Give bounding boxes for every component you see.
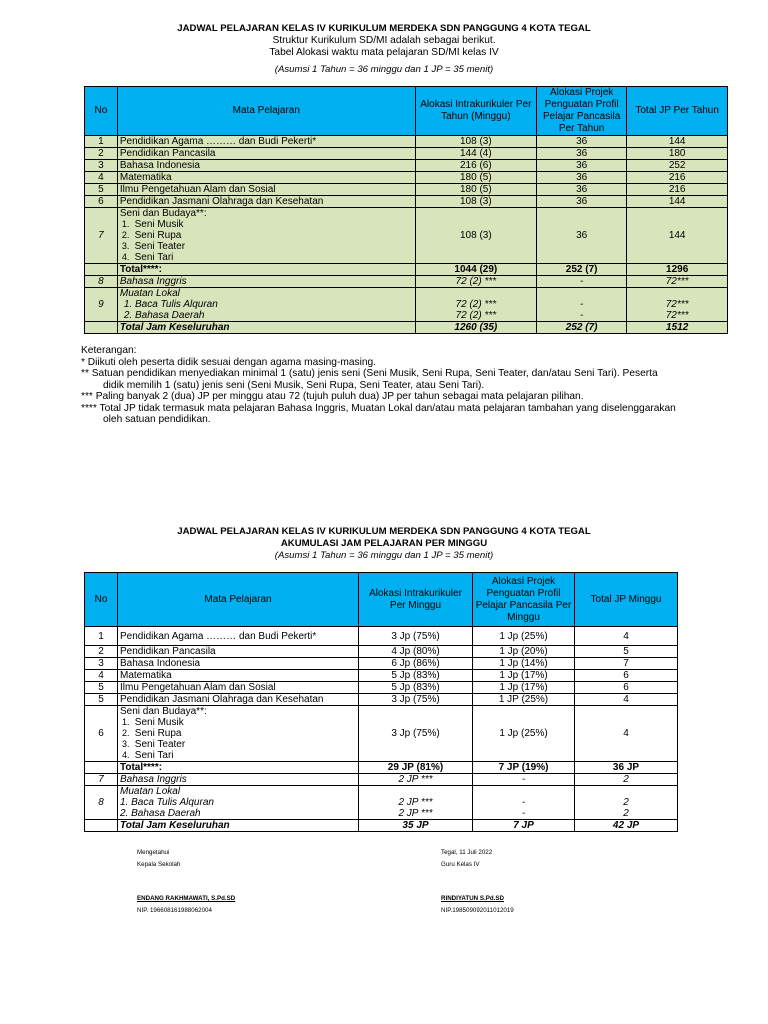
local-row: 2. Bahasa Daerah 72 (2) *** - 72*** — [85, 310, 728, 322]
header-total: Total JP Per Tahun — [627, 87, 728, 136]
list-item: 1. Seni Musik — [121, 219, 184, 230]
art-list — [120, 219, 413, 263]
note-4: **** Total JP tidak termasuk mata pelajaran Bahasa Inggris, Muatan Lokal dan/atau mata pelajaran tambahan yang diselenggarakan — [81, 402, 676, 414]
note-4-cont: oleh satuan pendidikan. — [103, 414, 211, 425]
sign-right-name: RINDIYATUN S.Pd.SD — [441, 895, 504, 902]
notes — [81, 345, 743, 426]
art-heading: Seni dan Budaya**: — [120, 706, 207, 717]
grand-total-row: Total Jam Keseluruhan 1260 (35) 252 (7) 1512 — [85, 322, 728, 334]
total-row: Total****: 1044 (29) 252 (7) 1296 — [85, 264, 728, 276]
table-row: 5 Ilmu Pengetahuan Alam dan Sosial 5 Jp (83%) 1 Jp (17%) 6 — [85, 682, 678, 694]
list-item: 2. Seni Rupa — [121, 230, 182, 241]
header-subject: Mata Pelajaran — [117, 87, 415, 136]
grand-total-row: Total Jam Keseluruhan 35 JP 7 JP 42 JP — [85, 820, 678, 832]
table-row: 5 Pendidikan Jasmani Olahraga dan Kesehatan 3 Jp (75%) 1 JP (25%) 4 — [85, 694, 678, 706]
list-item: 3. Seni Teater — [121, 241, 186, 252]
english-row: 8 Bahasa Inggris 72 (2) *** - 72*** — [85, 276, 728, 288]
header-intra: Alokasi Intrakurikuler Per Tahun (Minggu) — [415, 87, 536, 136]
sign-left-nip: NIP. 196608161988062004 — [137, 907, 212, 914]
signature-right — [441, 849, 514, 915]
sign-right-line2: Guru Kelas IV — [441, 861, 480, 868]
doc1-header — [0, 23, 768, 76]
sign-left-name: ENDANG RAKHMAWATI, S.Pd.SD — [137, 895, 236, 902]
table-row: 1 Pendidikan Agama ……… dan Budi Pekerti* 108 (3) 36 144 — [85, 136, 728, 148]
local-row: 1. Baca Tulis Alquran 72 (2) *** - 72*** — [85, 299, 728, 310]
note-1: * Diikuti oleh peserta didik sesuai dengan agama masing-masing. — [81, 356, 377, 368]
sign-right-line1: Tegal, 11 Juli 2022 — [441, 849, 493, 856]
list-item: 4. Seni Tari — [122, 750, 174, 761]
weekly-allocation-table — [84, 572, 678, 832]
english-row: 7 Bahasa Inggris 2 JP *** - 2 — [85, 774, 678, 786]
header-projek: Alokasi Projek Penguatan Profil Pelajar Pancasila Per Minggu — [473, 573, 575, 627]
art-row: 7 Seni dan Budaya**: 1. Seni Musik 2. Seni Rupa 3. Seni Teater 4. Seni Tari 108 (3) 36 144 — [85, 208, 728, 264]
header-no: No — [85, 573, 118, 627]
list-item: 4. Seni Tari — [121, 252, 174, 263]
table-row: 4 Matematika 180 (5) 36 216 — [85, 172, 728, 184]
table-header-row — [85, 87, 728, 136]
local-heading-row: 9 Muatan Lokal — [85, 288, 728, 300]
note-3: *** Paling banyak 2 (dua) JP per minggu atau 72 (tujuh puluh dua) JP per tahun sebagai mata pelajaran pilihan. — [81, 391, 584, 402]
art-row: 6 Seni dan Budaya**: 1. Seni Musik 2. Seni Rupa 3. Seni Teater 4. Seni Tari 3 Jp (75%) 1 Jp (25%) 4 — [85, 706, 678, 762]
local-row: 1. Baca Tulis Alquran 2 JP *** - 2 — [85, 797, 678, 808]
art-list — [120, 717, 356, 761]
table-row: 3 Bahasa Indonesia 6 Jp (86%) 1 Jp (14%) 7 — [85, 658, 678, 670]
table-row: 2 Pendidikan Pancasila 144 (4) 36 180 — [85, 148, 728, 160]
local-row: 2. Bahasa Daerah 2 JP *** - 2 — [85, 808, 678, 820]
local-heading-row: 8 Muatan Lokal — [85, 786, 678, 798]
doc2-header — [0, 526, 768, 562]
doc1-title: JADWAL PELAJARAN KELAS IV KURIKULUM MERDEKA SDN PANGGUNG 4 KOTA TEGAL — [177, 23, 591, 34]
art-heading: Seni dan Budaya**: — [119, 208, 207, 219]
list-item: 1. Seni Musik — [122, 717, 184, 728]
header-projek: Alokasi Projek Penguatan Profil Pelajar Pancasila Per Tahun — [536, 87, 626, 136]
table-row: 2 Pendidikan Pancasila 4 Jp (80%) 1 Jp (20%) 5 — [85, 646, 678, 658]
doc2-assumption: (Asumsi 1 Tahun = 36 minggu dan 1 JP = 35 menit) — [274, 550, 494, 561]
note-2: ** Satuan pendidikan menyediakan minimal 1 (satu) jenis seni (Seni Musik, Seni Rupa, Seni Teater, dan/atau Seni Tari). Peserta — [81, 368, 658, 379]
yearly-allocation-table — [84, 86, 728, 334]
doc1-assumption: (Asumsi 1 Tahun = 36 minggu dan 1 JP = 35 menit) — [274, 64, 494, 75]
sign-right-nip: NIP.198509092011012019 — [441, 907, 514, 914]
header-no: No — [85, 87, 118, 136]
table-row: 5 Ilmu Pengetahuan Alam dan Sosial 180 (5) 36 216 — [85, 184, 728, 196]
header-intra: Alokasi Intrakurikuler Per Minggu — [359, 573, 473, 627]
sign-left-line2: Kepala Sekolah — [137, 861, 181, 868]
doc2-subtitle: AKUMULASI JAM PELAJARAN PER MINGGU — [280, 538, 488, 549]
table-row: 1 Pendidikan Agama ……… dan Budi Pekerti* 3 Jp (75%) 1 Jp (25%) 4 — [85, 627, 678, 646]
header-subject: Mata Pelajaran — [118, 573, 359, 627]
notes-heading: Keterangan: — [81, 345, 137, 356]
total-row: Total****: 29 JP (81%) 7 JP (19%) 36 JP — [85, 762, 678, 774]
table-row: 4 Matematika 5 Jp (83%) 1 Jp (17%) 6 — [85, 670, 678, 682]
list-item: 3. Seni Teater — [122, 739, 186, 750]
table-row: 6 Pendidikan Jasmani Olahraga dan Kesehatan 108 (3) 36 144 — [85, 196, 728, 208]
note-2-cont: didik memilih 1 (satu) jenis seni (Seni Musik, Seni Rupa, Seni Teater, atau Seni Tari). — [103, 379, 485, 391]
table-header-row — [85, 573, 678, 627]
table-row: 3 Bahasa Indonesia 216 (6) 36 252 — [85, 160, 728, 172]
header-total: Total JP Minggu — [575, 573, 678, 627]
doc1-line2: Struktur Kurikulum SD/MI adalah sebagai berikut. — [272, 35, 496, 46]
doc2-title: JADWAL PELAJARAN KELAS IV KURIKULUM MERDEKA SDN PANGGUNG 4 KOTA TEGAL — [177, 526, 591, 537]
list-item: 2. Seni Rupa — [122, 728, 182, 739]
sign-left-line1: Mengetahui — [137, 849, 170, 856]
signature-left — [137, 849, 235, 915]
doc1-line3: Tabel Alokasi waktu mata pelajaran SD/MI kelas IV — [269, 47, 499, 58]
